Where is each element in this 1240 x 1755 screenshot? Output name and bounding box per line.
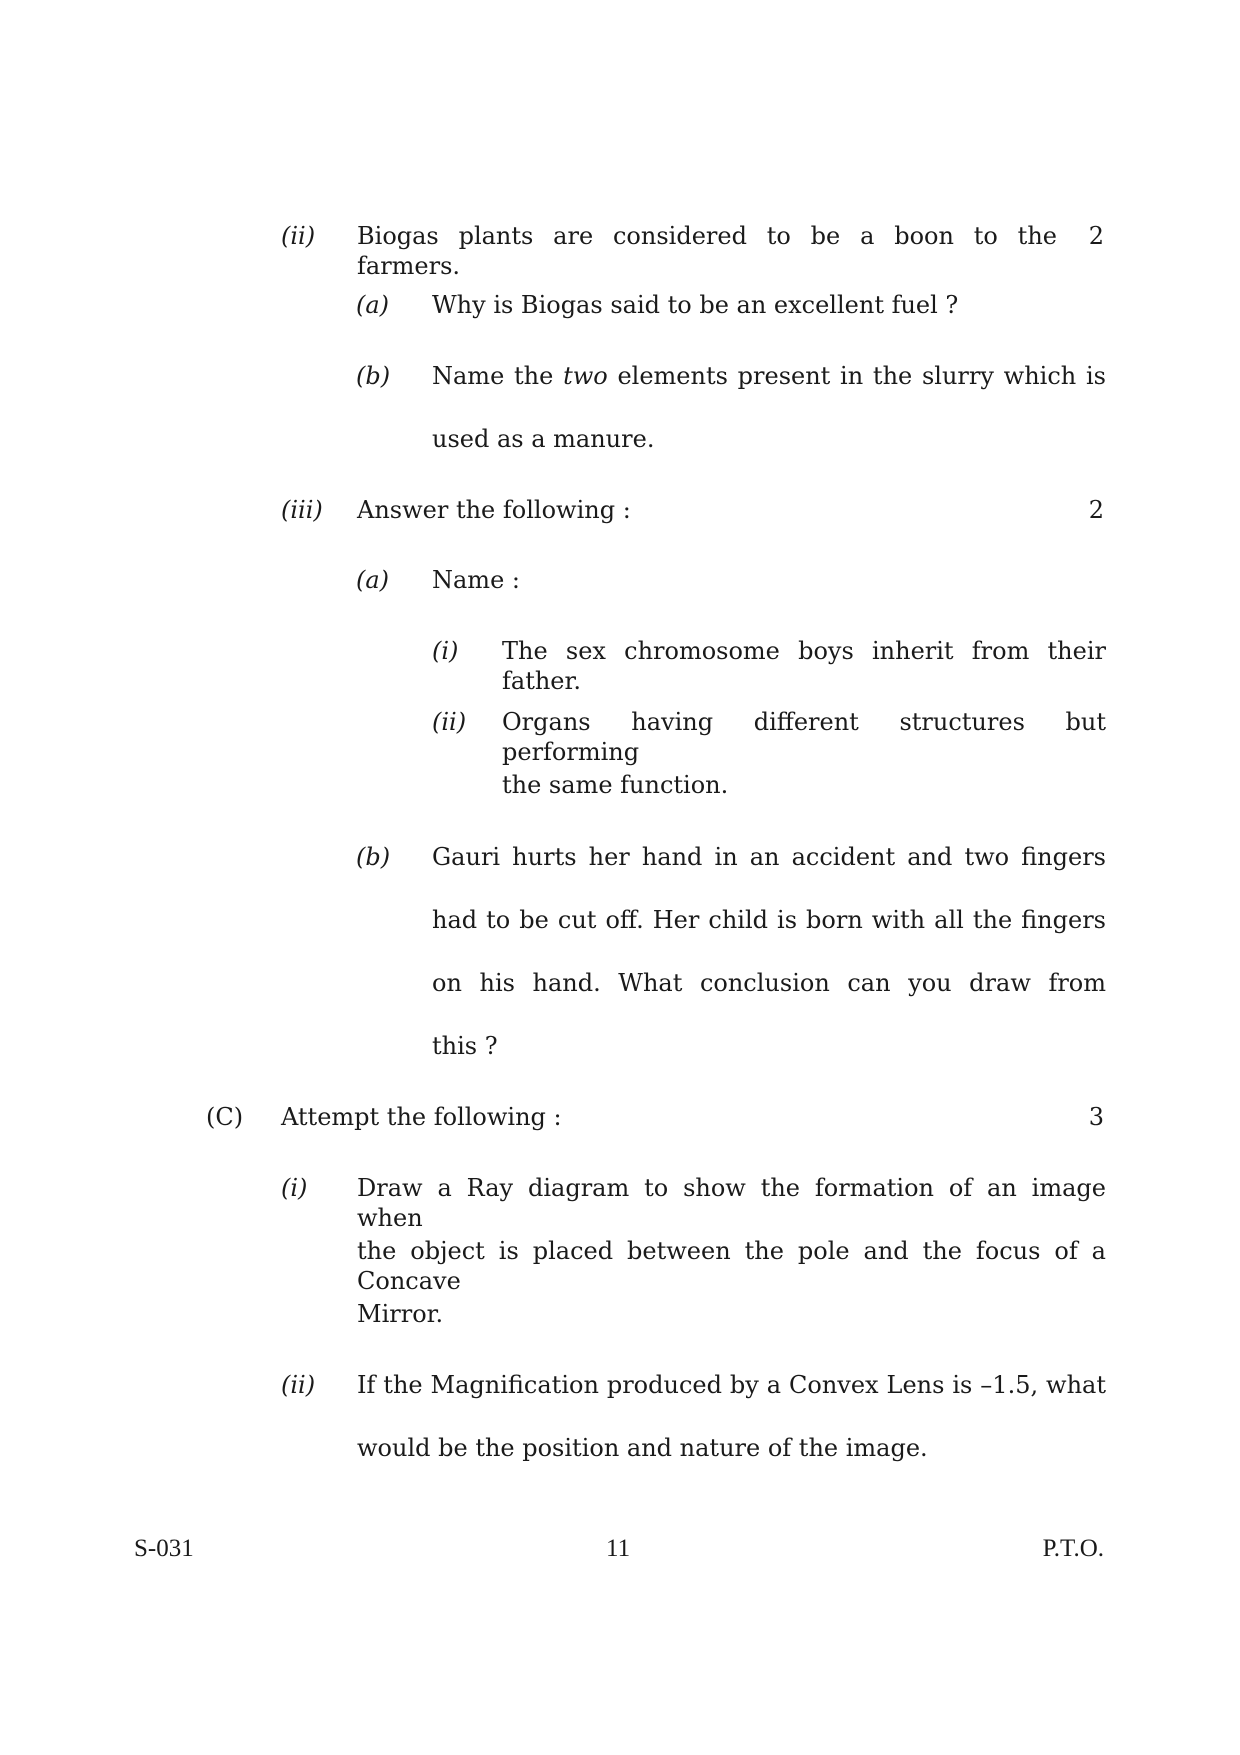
question-ii-label: (ii) [281, 222, 316, 250]
question-iii-marks: 2 [1088, 496, 1104, 524]
question-iii-a-text: Name : [432, 566, 520, 594]
section-c-i-line2: the object is placed between the pole and the focus of a Concave [357, 1237, 1106, 1295]
page-number: 11 [606, 1535, 631, 1562]
question-iii-b-line3: on his hand. What conclusion can you draw from [432, 969, 1106, 997]
question-ii-a-label: (a) [356, 291, 390, 319]
question-iii-label: (iii) [281, 496, 323, 524]
question-ii-a-text: Why is Biogas said to be an excellent fuel ? [432, 291, 959, 319]
question-iii-a-i-text: The sex chromosome boys inherit from their father. [502, 637, 1106, 695]
question-ii-marks: 2 [1088, 222, 1104, 250]
section-c-label: (C) [206, 1103, 244, 1131]
question-iii-a-i-label: (i) [432, 637, 459, 665]
question-ii-b-line1: Name the two elements present in the slurry which is [432, 362, 1106, 390]
question-ii-b-label: (b) [356, 362, 391, 390]
question-ii-b-line2: used as a manure. [432, 425, 655, 453]
question-iii-a-ii-label: (ii) [432, 708, 467, 736]
question-iii-b-line4: this ? [432, 1032, 498, 1060]
question-iii-a-ii-line1: Organs having different structures but performing [502, 708, 1106, 766]
question-iii-b-line1: Gauri hurts her hand in an accident and two fingers [432, 843, 1106, 871]
section-c-i-label: (i) [281, 1174, 308, 1202]
paper-code: S-031 [134, 1535, 194, 1562]
question-iii-b-label: (b) [356, 843, 391, 871]
question-ii-text: Biogas plants are considered to be a boon to the farmers. [357, 222, 1057, 280]
section-c-ii-line1: If the Magnification produced by a Convex Lens is –1.5, what [357, 1371, 1106, 1399]
section-c-i-line3: Mirror. [357, 1300, 444, 1328]
question-iii-text: Answer the following : [357, 496, 631, 524]
section-c-ii-label: (ii) [281, 1371, 316, 1399]
section-c-text: Attempt the following : [281, 1103, 562, 1131]
section-c-ii-line2: would be the position and nature of the image. [357, 1434, 928, 1462]
section-c-i-line1: Draw a Ray diagram to show the formation of an image when [357, 1174, 1106, 1232]
section-c-marks: 3 [1088, 1103, 1104, 1131]
please-turn-over: P.T.O. [1042, 1535, 1104, 1562]
question-iii-a-ii-line2: the same function. [502, 771, 729, 799]
question-iii-a-label: (a) [356, 566, 390, 594]
question-iii-b-line2: had to be cut off. Her child is born with all the fingers [432, 906, 1106, 934]
